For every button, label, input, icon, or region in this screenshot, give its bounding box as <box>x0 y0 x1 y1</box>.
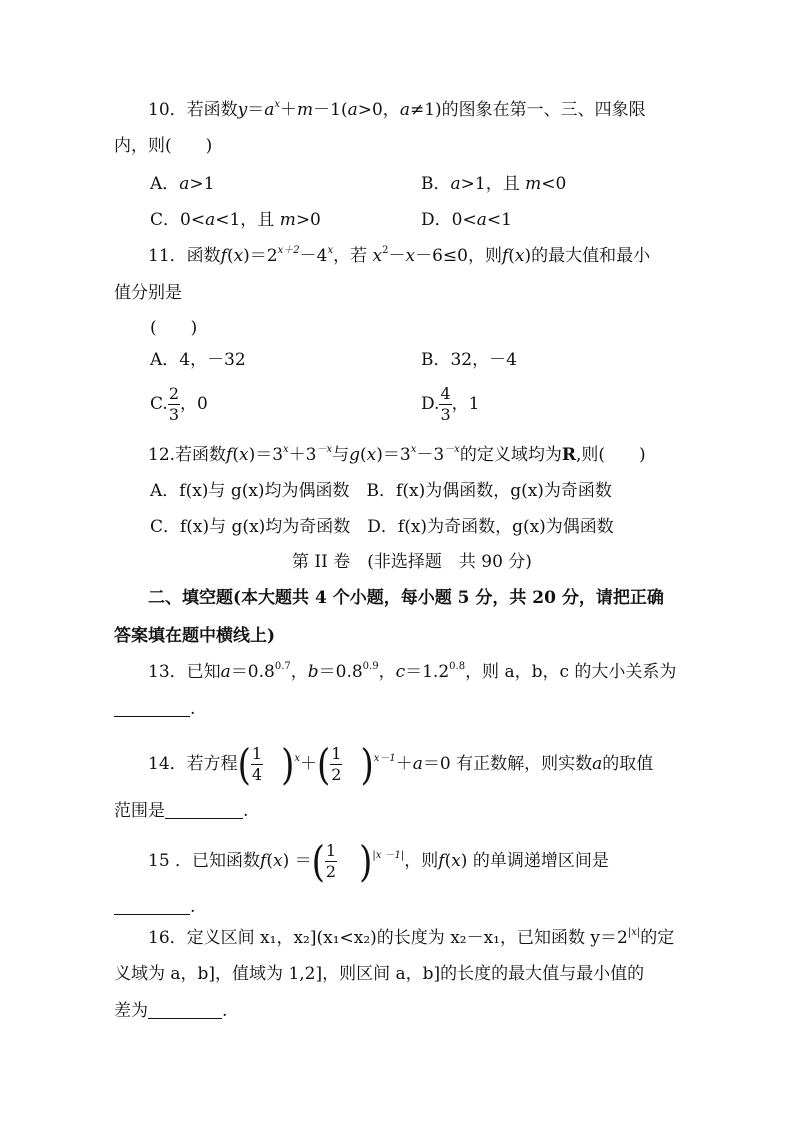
q11-option-c: C. $\frac{2}{3}$ ，0 <box>150 384 208 424</box>
q11-option-b: B．32，－4 <box>421 350 517 370</box>
q16-line3: 差为 . <box>114 1001 228 1021</box>
q11-option-a: A．4，－32 <box>150 350 246 370</box>
q11-line2: 值分别是 <box>114 283 182 303</box>
q15-answer-line: . <box>114 895 195 919</box>
answer-blank[interactable] <box>165 802 243 819</box>
q11-option-d: D. $\frac{4}{3}$ ，1 <box>421 384 480 424</box>
q14-line1: 14．若方程( $\frac{1}{4}$ )$^x$＋( $\frac{1}{2}$ )$^{x-1}$＋a＝0 有正数解，则实数a的取值 <box>148 739 654 790</box>
q12-line1: 12.若函数$f(x)=3^x+3^{-x}$与$g(x)=3^x-3^{-x}$的定义域均为R,则( ) <box>148 444 646 465</box>
q16-line2: 义域为 a，b]，值域为 1,2]，则区间 a，b]的长度的最大值与最小值的 <box>114 964 645 984</box>
q11-line1: 11．函数$f(x)=2^{x+2}-4^x$，若 $x^2-x-6\le 0$，则f(x)的最大值和最小 <box>148 245 651 266</box>
fraction: $\frac{1}{4}$ <box>251 744 263 784</box>
q11-line3: ( ) <box>150 318 198 338</box>
q10-line1: 10．若函数$y=a^x+m-1(a>0$，a≠1)的图象在第一、三、四象限 <box>148 99 646 120</box>
fraction: $\frac{1}{2}$ <box>331 744 342 784</box>
q15-line1: 15 ．已知函数f(x) ＝( $\frac{1}{2}$ )$^{|x -1|}$，则f(x) 的单调递增区间是 <box>148 836 609 887</box>
fraction: $\frac{1}{2}$ <box>325 841 337 881</box>
q14-line2: 范围是 . <box>114 801 249 821</box>
q10-option-d: D．0<a<1 <box>421 210 512 230</box>
answer-blank[interactable] <box>114 700 190 717</box>
section-instructions-line2: 答案填在题中横线上) <box>114 626 276 646</box>
answer-blank[interactable] <box>114 898 190 915</box>
q10-option-a: A．a>1 <box>150 174 215 194</box>
q16-line1: 16．定义区间 x₁，x₂](x₁<x₂)的长度为 x₂－x₁，已知函数 $y=2^{|x|}$的定 <box>148 927 675 948</box>
fraction: $\frac{4}{3}$ <box>440 384 451 424</box>
q13-line1: 13．已知$a=0.8^{0.7}$，$b=0.8^{0.9}$，$c=1.2^{0.8}$，则 a，b，c 的大小关系为 <box>148 661 677 682</box>
q12-options-cd: C．f(x)与 g(x)均为奇函数 D．f(x)为奇函数，g(x)为偶函数 <box>150 517 614 537</box>
section-title: 第 II 卷 (非选择题 共 90 分) <box>292 552 532 572</box>
answer-blank[interactable] <box>148 1002 222 1019</box>
q10-option-c: C．0<a<1，且 m>0 <box>150 210 321 230</box>
fraction: $\frac{2}{3}$ <box>168 384 179 424</box>
q13-answer-line: . <box>114 697 195 721</box>
q10-line2: 内，则( ) <box>114 136 213 156</box>
q10-option-b: B．a>1，且 m<0 <box>421 174 567 194</box>
q12-options-ab: A．f(x)与 g(x)均为偶函数 B．f(x)为偶函数，g(x)为奇函数 <box>150 481 612 501</box>
section-instructions-line1: 二、填空题(本大题共 4 个小题，每小题 5 分，共 20 分，请把正确 <box>148 588 664 608</box>
